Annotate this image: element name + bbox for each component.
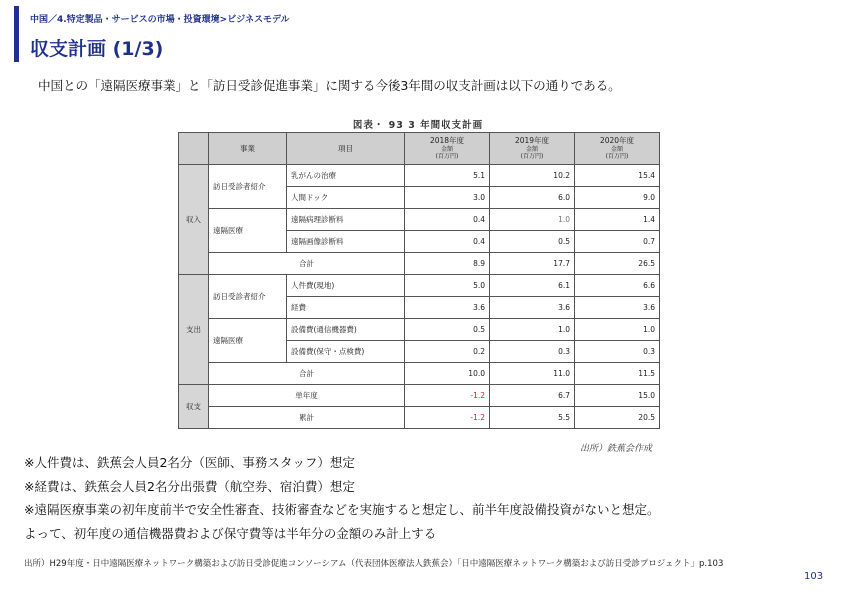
item-cell: 遠隔病理診断料	[287, 209, 405, 231]
item-cell: 設備費(保守・点検費)	[287, 341, 405, 363]
item-cell: 人間ドック	[287, 187, 405, 209]
value-cell: 0.3	[490, 341, 575, 363]
business-cell: 訪日受診者紹介	[209, 275, 287, 319]
header-unit-label: (百万円)	[435, 153, 459, 161]
header-year-label: 2020年度	[599, 136, 635, 146]
table-row	[179, 275, 660, 297]
header-year-label: 2018年度	[429, 136, 465, 146]
header-year-label: 2019年度	[514, 136, 550, 146]
figure-source: 出所）鉄蕉会作成	[580, 444, 653, 454]
business-cell: 遠隔医療	[209, 319, 287, 363]
header-year-2019	[490, 133, 575, 165]
table-row	[179, 385, 660, 407]
value-cell: 5.0	[405, 275, 490, 297]
value-cell: 3.6	[575, 297, 660, 319]
income-expense-table	[178, 132, 660, 429]
value-cell: 0.4	[405, 209, 490, 231]
header-item: 項目	[287, 133, 405, 165]
value-cell: 3.6	[490, 297, 575, 319]
value-cell: 20.5	[575, 407, 660, 429]
item-cell: 遠隔画像診断料	[287, 231, 405, 253]
business-cell: 訪日受診者紹介	[209, 165, 287, 209]
note-item: ※経費は、鉄蕉会人員2名分出張費（航空券、宿泊費）想定	[24, 478, 355, 494]
header-year-2020	[575, 133, 660, 165]
income-total-label: 合計	[209, 253, 405, 275]
page-number: 103	[804, 571, 824, 582]
title-accent-bar	[14, 6, 19, 62]
negative-value-cell: -1.2	[405, 385, 490, 407]
intro-text: 中国との「遠隔医療事業」と「訪日受診促進事業」に関する今後3年間の収支計画は以下の通りである。	[38, 78, 621, 93]
business-cell: 遠隔医療	[209, 209, 287, 253]
note-item: ※人件費は、鉄蕉会人員2名分（医師、事務スタッフ）想定	[24, 455, 355, 470]
total-value-cell: 10.0	[405, 363, 490, 385]
value-cell: 3.6	[405, 297, 490, 319]
balance-label: 累計	[209, 407, 405, 429]
category-expense: 支出	[179, 275, 209, 385]
item-cell: 乳がんの治療	[287, 165, 405, 187]
value-cell: 1.0	[490, 319, 575, 341]
negative-value-cell: -1.2	[405, 407, 490, 429]
value-cell: 5.1	[405, 165, 490, 187]
item-cell: 設備費(通信機器費)	[287, 319, 405, 341]
table-row	[179, 209, 660, 231]
figure-caption: 図表・ 93 3 年間収支計画	[352, 120, 484, 131]
value-cell: 0.7	[575, 231, 660, 253]
value-cell: 1.4	[575, 209, 660, 231]
value-cell: 0.5	[490, 231, 575, 253]
balance-label: 単年度	[209, 385, 405, 407]
table-total-row	[179, 363, 660, 385]
value-cell: 0.5	[405, 319, 490, 341]
header-unit-label: (百万円)	[605, 153, 629, 161]
value-cell: 15.4	[575, 165, 660, 187]
total-value-cell: 11.0	[490, 363, 575, 385]
expense-total-label: 合計	[209, 363, 405, 385]
item-cell: 人件費(現地)	[287, 275, 405, 297]
table-total-row	[179, 253, 660, 275]
notes-list	[24, 451, 659, 545]
breadcrumb: 中国／4.特定製品・サービスの市場・投資環境>ビジネスモデル	[30, 15, 290, 25]
header-year-2018	[405, 133, 490, 165]
header-amount-label: 金額	[525, 145, 538, 153]
total-value-cell: 17.7	[490, 253, 575, 275]
total-value-cell: 11.5	[575, 363, 660, 385]
note-item: ※遠隔医療事業の初年度前半で安全性審査、技術審査などを実施すると想定し、前半年度設備投資がないと想定。	[24, 502, 660, 517]
header-blank	[179, 133, 209, 165]
header-unit-label: (百万円)	[520, 153, 544, 161]
value-cell: 5.5	[490, 407, 575, 429]
value-cell: 15.0	[575, 385, 660, 407]
item-cell: 経費	[287, 297, 405, 319]
note-item: よって、初年度の通信機器費および保守費等は半年分の金額のみ計上する	[24, 525, 437, 541]
value-cell: 1.0	[575, 319, 660, 341]
table-row	[179, 407, 660, 429]
category-income: 収入	[179, 165, 209, 275]
table-row	[179, 165, 660, 187]
total-value-cell: 8.9	[405, 253, 490, 275]
value-cell: 10.2	[490, 165, 575, 187]
value-cell: 0.2	[405, 341, 490, 363]
table-header-row	[179, 133, 660, 165]
value-cell: 6.7	[490, 385, 575, 407]
header-business: 事業	[209, 133, 287, 165]
footer-source: 出所）H29年度・日中遠隔医療ネットワーク構築および訪日受診促進コンソーシアム（代表団体医療法人鉄蕉会）「日中遠隔医療ネットワーク構築および訪日受診プロジェクト」p.103	[24, 559, 724, 569]
header-amount-label: 金額	[610, 145, 623, 153]
value-cell: 6.6	[575, 275, 660, 297]
value-cell: 1.0	[490, 209, 575, 231]
category-balance: 収支	[179, 385, 209, 429]
table-row	[179, 319, 660, 341]
value-cell: 6.1	[490, 275, 575, 297]
page-title: 収支計画 (1/3)	[30, 38, 164, 60]
value-cell: 3.0	[405, 187, 490, 209]
header-amount-label: 金額	[440, 145, 453, 153]
value-cell: 0.3	[575, 341, 660, 363]
value-cell: 9.0	[575, 187, 660, 209]
value-cell: 6.0	[490, 187, 575, 209]
total-value-cell: 26.5	[575, 253, 660, 275]
value-cell: 0.4	[405, 231, 490, 253]
